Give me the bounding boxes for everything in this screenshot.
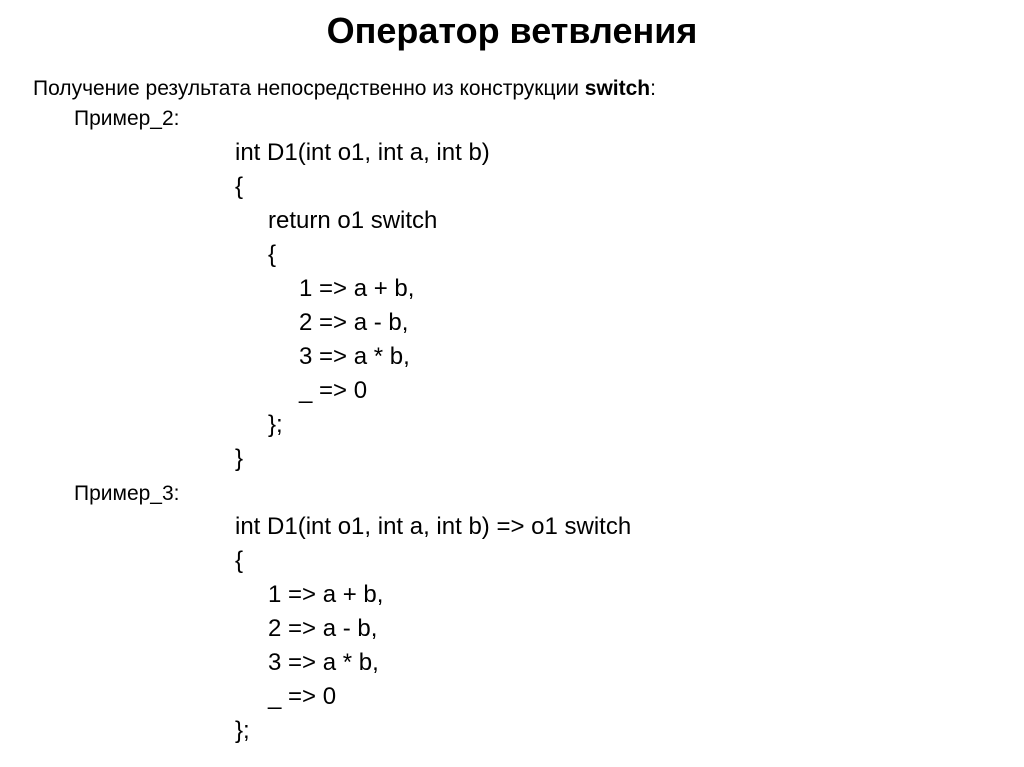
intro-paragraph bbox=[33, 74, 656, 104]
code-line: { bbox=[268, 241, 277, 268]
intro-keyword: switch bbox=[584, 77, 651, 100]
code-line: 1 => a + b, bbox=[268, 581, 384, 608]
code-line: _ => 0 bbox=[299, 377, 368, 404]
code-line: } bbox=[235, 445, 244, 472]
code-line: 3 => a * b, bbox=[268, 649, 379, 676]
example-2-label: Пример_2: bbox=[74, 107, 180, 130]
code-line: }; bbox=[268, 411, 283, 438]
code-line: { bbox=[235, 547, 244, 574]
slide-title: Оператор ветвления bbox=[326, 10, 698, 51]
intro-suffix: : bbox=[650, 77, 656, 100]
example-3-code-block bbox=[0, 510, 1024, 748]
code-line: int D1(int o1, int a, int b) => o1 switch bbox=[235, 513, 632, 540]
example-2-code-block bbox=[0, 136, 1024, 476]
code-line: int D1(int o1, int a, int b) bbox=[235, 139, 490, 166]
code-line: _ => 0 bbox=[268, 683, 337, 710]
code-line: 3 => a * b, bbox=[299, 343, 410, 370]
intro-text: Получение результата непосредственно из конструкции bbox=[33, 77, 585, 100]
code-line: }; bbox=[235, 717, 250, 744]
code-line: 2 => a - b, bbox=[268, 615, 378, 642]
example-3-label: Пример_3: bbox=[74, 482, 180, 505]
code-line: { bbox=[235, 173, 244, 200]
code-line: 1 => a + b, bbox=[299, 275, 415, 302]
code-line: return o1 switch bbox=[268, 207, 438, 234]
code-line: 2 => a - b, bbox=[299, 309, 409, 336]
